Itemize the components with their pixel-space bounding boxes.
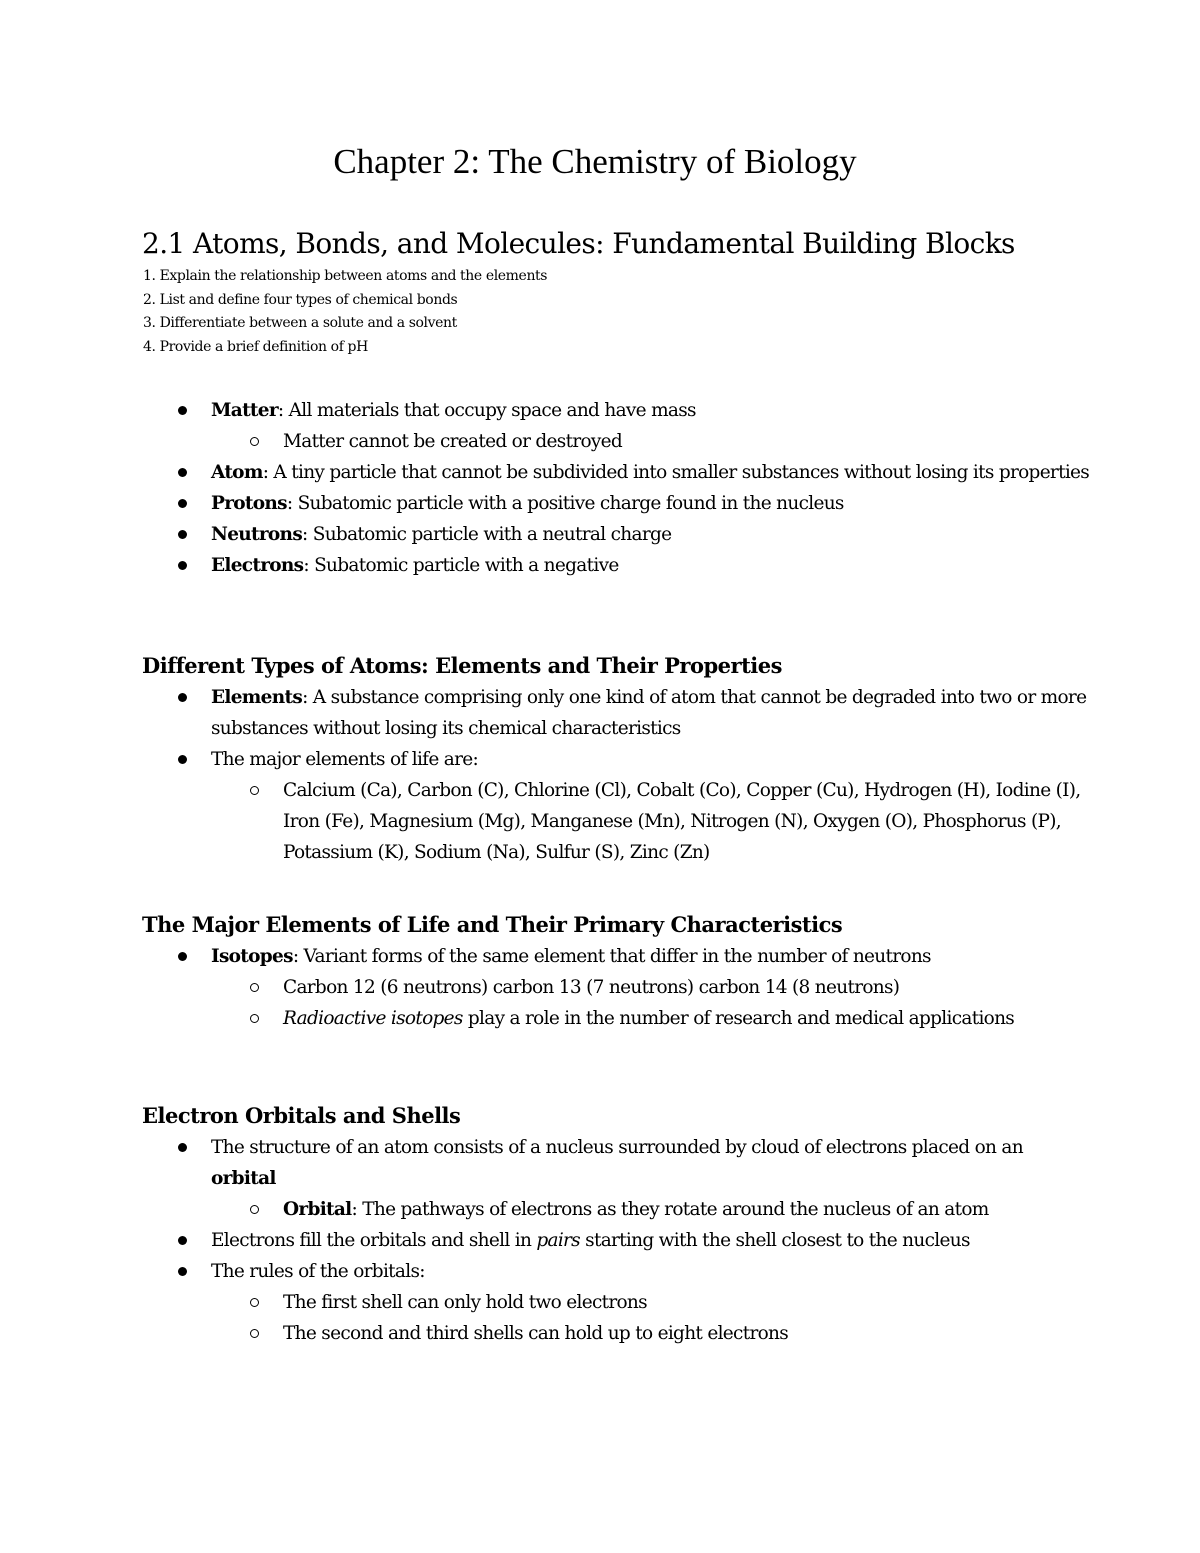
bullet-disc-icon — [178, 1267, 187, 1276]
list-item-atom-structure: The structure of an atom consists of a nucleus surrounded by cloud of electrons placed on an orbital — [142, 1132, 1092, 1194]
list-item-major-elements: The major elements of life are: — [142, 744, 1092, 775]
page-title: Chapter 2: The Chemistry of Biology — [333, 142, 857, 181]
list-item-isotopes — [142, 941, 1092, 972]
section-atoms-definitions — [142, 395, 1092, 581]
objective-item: 1. Explain the relationship between atoms and the elements — [143, 268, 548, 284]
objective-item: 4. Provide a brief definition of pH — [143, 338, 368, 355]
definition-atom: : A tiny particle that cannot be subdivided into smaller substances without losing its properties — [262, 462, 1090, 483]
objective-item: 3. Differentiate between a solute and a solvent — [143, 315, 457, 331]
bullet-list — [142, 682, 1092, 868]
list-item-atom — [142, 457, 1092, 488]
term-matter: Matter — [211, 400, 278, 421]
definition-protons: : Subatomic particle with a positive charge found in the nucleus — [286, 493, 844, 514]
objective-item: 2. List and define four types of chemical bonds — [143, 291, 458, 308]
section-elements — [142, 650, 1092, 868]
list-item-radioactive: Radioactive isotopes play a role in the number of research and medical applications — [142, 1003, 1092, 1034]
list-item-element-list: Calcium (Ca), Carbon (C), Chlorine (Cl), Cobalt (Co), Copper (Cu), Hydrogen (H), Iodine (I), Iron (Fe), Magnesium (Mg), Manganese (Mn), Nitrogen (N), Oxygen (O), Phosphorus (P), Potassium (K), Sodium (Na), Sulfur (S), Zinc (Zn) — [142, 775, 1092, 868]
section-heading-atoms-bonds: 2.1 Atoms, Bonds, and Molecules: Fundamental Building Blocks — [142, 227, 1015, 260]
list-item-matter-sub: Matter cannot be created or destroyed — [142, 426, 1092, 457]
list-item-electrons — [142, 550, 1092, 581]
bullet-disc-icon — [178, 561, 187, 570]
list-item-electron-fill: Electrons fill the orbitals and shell in pairs starting with the shell closest to the nucleus — [142, 1225, 1092, 1256]
bullet-disc-icon — [178, 530, 187, 539]
bullet-disc-icon — [178, 693, 187, 702]
sub-bullet-list — [142, 1194, 1092, 1225]
list-item-orbital-rules: The rules of the orbitals: — [142, 1256, 1092, 1287]
sub-bullet-list — [142, 972, 1092, 1034]
term-electrons: Electrons — [211, 555, 304, 576]
term-protons: Protons — [211, 493, 287, 514]
definition-isotopes: : Variant forms of the same element that differ in the number of neutrons — [292, 946, 931, 967]
list-item-matter — [142, 395, 1092, 426]
term-orbital-inline: orbital — [211, 1168, 276, 1189]
list-item-neutrons — [142, 519, 1092, 550]
bullet-circle-icon — [250, 1298, 259, 1307]
list-item-orbital — [142, 1194, 1092, 1225]
section-heading-elements: Different Types of Atoms: Elements and Their Properties — [142, 653, 782, 678]
definition-orbital: : The pathways of electrons as they rotate around the nucleus of an atom — [351, 1199, 989, 1220]
definition-matter: : All materials that occupy space and have mass — [277, 400, 696, 421]
section-heading-major-elements: The Major Elements of Life and Their Primary Characteristics — [142, 912, 843, 937]
list-item-protons — [142, 488, 1092, 519]
definition-electrons: : Subatomic particle with a negative — [303, 555, 619, 576]
term-elements: Elements — [211, 687, 303, 708]
section-heading-orbitals: Electron Orbitals and Shells — [142, 1103, 461, 1128]
bullet-disc-icon — [178, 499, 187, 508]
definition-elements: : A substance comprising only one kind of atom that cannot be degraded into two or more substances without losing its chemical characteristics — [211, 687, 1087, 739]
sub-bullet-list — [142, 426, 1092, 457]
term-radioactive-isotopes: Radioactive isotopes — [283, 1008, 463, 1029]
bullet-circle-icon — [250, 1014, 259, 1023]
bullet-list — [142, 941, 1092, 1034]
learning-objectives-list — [143, 265, 547, 359]
list-item-carbon-isotopes: Carbon 12 (6 neutrons) carbon 13 (7 neutrons) carbon 14 (8 neutrons) — [142, 972, 1092, 1003]
term-isotopes: Isotopes — [211, 946, 293, 967]
bullet-circle-icon — [250, 1205, 259, 1214]
bullet-circle-icon — [250, 437, 259, 446]
section-isotopes — [142, 909, 1092, 1034]
bullet-disc-icon — [178, 952, 187, 961]
bullet-disc-icon — [178, 468, 187, 477]
section-orbitals — [142, 1100, 1092, 1349]
bullet-circle-icon — [250, 1329, 259, 1338]
bullet-circle-icon — [250, 786, 259, 795]
bullet-list — [142, 1132, 1092, 1349]
definition-neutrons: : Subatomic particle with a neutral charge — [302, 524, 672, 545]
bullet-circle-icon — [250, 983, 259, 992]
list-item-elements — [142, 682, 1092, 744]
sub-bullet-list — [142, 775, 1092, 868]
bullet-disc-icon — [178, 406, 187, 415]
term-atom: Atom — [211, 462, 263, 483]
list-item-rule-second-third-shell: The second and third shells can hold up to eight electrons — [142, 1318, 1092, 1349]
bullet-disc-icon — [178, 1143, 187, 1152]
list-item-rule-first-shell: The first shell can only hold two electrons — [142, 1287, 1092, 1318]
bullet-disc-icon — [178, 755, 187, 764]
term-orbital: Orbital — [283, 1199, 352, 1220]
sub-bullet-list — [142, 1287, 1092, 1349]
bullet-disc-icon — [178, 1236, 187, 1245]
bullet-list — [142, 395, 1092, 581]
term-neutrons: Neutrons — [211, 524, 303, 545]
